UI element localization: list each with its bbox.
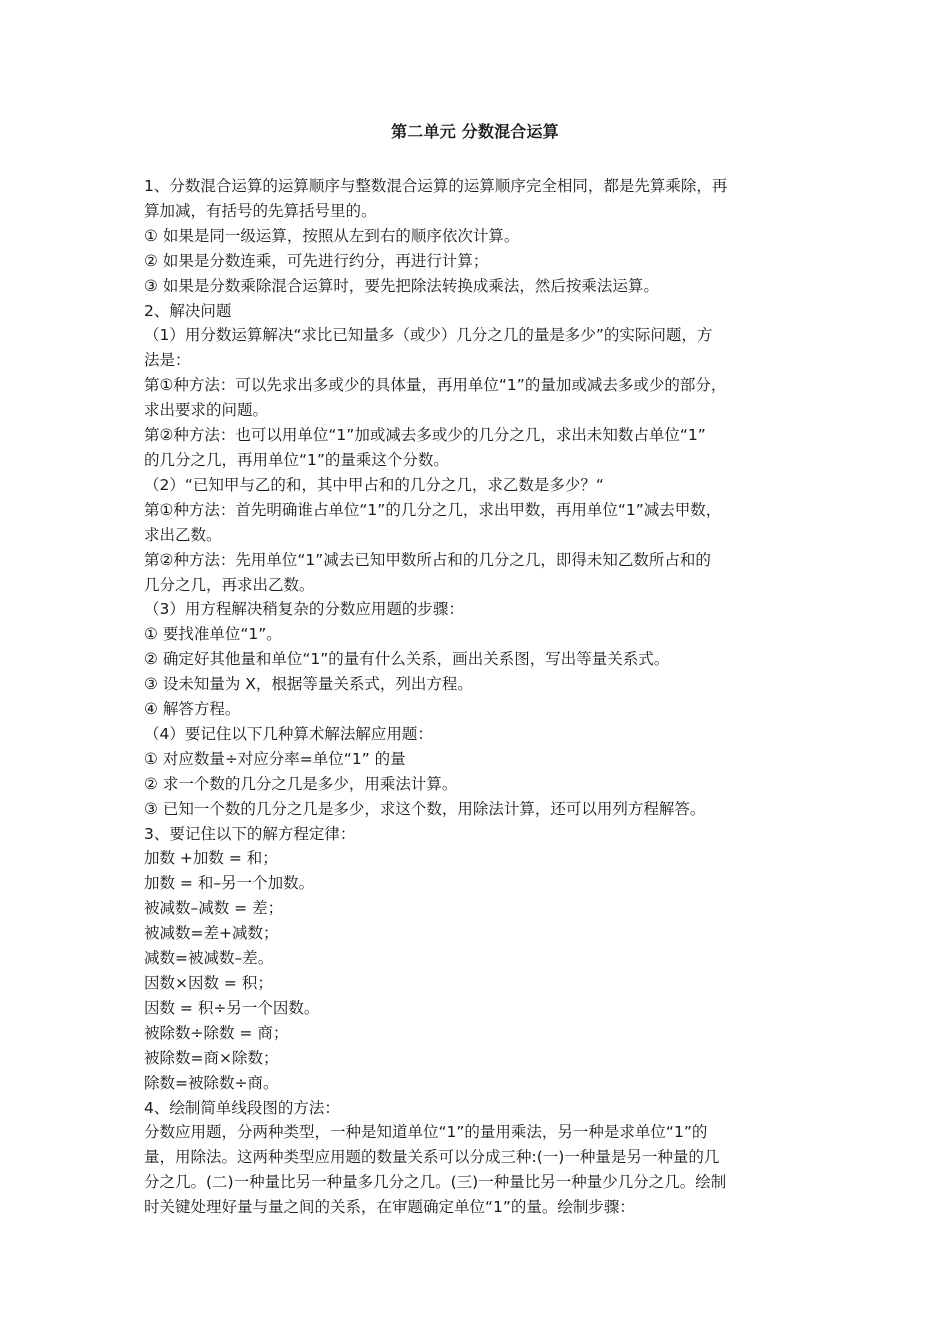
text-line: 第②种方法：也可以用单位“1”加或减去多或少的几分之几，求出未知数占单位“1” <box>144 426 706 445</box>
text-line: ① 要找准单位“1”。 <box>144 625 282 644</box>
text-line: ③ 已知一个数的几分之几是多少，求这个数，用除法计算，还可以用列方程解答。 <box>144 799 706 818</box>
text-line: 第①种方法：可以先求出多或少的具体量，再用单位“1”的量加或减去多或少的部分， <box>144 376 727 395</box>
text-line: （2）“已知甲与乙的和，其中甲占和的几分之几，求乙数是多少？“ <box>144 475 604 494</box>
text-line: 法是： <box>144 351 191 370</box>
text-line: 减数=被减数–差。 <box>144 949 274 968</box>
document-body <box>144 174 806 1220</box>
text-line: ④ 解答方程。 <box>144 700 241 719</box>
text-line: 几分之几，再求出乙数。 <box>144 575 315 594</box>
text-line: 除数=被除数÷商。 <box>144 1073 279 1092</box>
document-title: 第二单元 分数混合运算 <box>391 122 559 141</box>
text-line: ② 确定好其他量和单位“1”的量有什么关系，画出关系图，写出等量关系式。 <box>144 650 670 669</box>
text-line: 被除数=商×除数； <box>144 1048 279 1067</box>
text-line: 的几分之几，再用单位“1”的量乘这个分数。 <box>144 450 449 469</box>
text-line: 被减数–减数 = 差； <box>144 899 284 918</box>
text-line: ② 如果是分数连乘，可先进行约分，再进行计算； <box>144 251 489 270</box>
text-line: 求出乙数。 <box>144 525 222 544</box>
text-line: 算加减，有括号的先算括号里的。 <box>144 201 377 220</box>
text-line: （1）用分数运算解决“求比已知量多（或少）几分之几的量是多少”的实际问题，方 <box>144 326 713 345</box>
text-line: ① 如果是同一级运算，按照从左到右的顺序依次计算。 <box>144 226 520 245</box>
text-line: 因数 = 积÷另一个因数。 <box>144 998 320 1017</box>
text-line: 求出要求的问题。 <box>144 401 269 420</box>
text-line: 第①种方法：首先明确谁占单位“1”的几分之几，求出甲数，再用单位“1”减去甲数， <box>144 500 722 519</box>
document-page <box>144 120 806 1220</box>
text-line: 第②种方法：先用单位“1”减去已知甲数所占和的几分之几，即得未知乙数所占和的 <box>144 550 711 569</box>
text-line: 3、要记住以下的解方程定律： <box>144 824 356 843</box>
text-line: 分之几。(二)一种量比另一种量多几分之几。(三)一种量比另一种量少几分之几。绘制 <box>144 1173 727 1192</box>
text-line: 2、解决问题 <box>144 301 232 320</box>
text-line: 量，用除法。这两种类型应用题的数量关系可以分成三种:(一)一种量是另一种量的几 <box>144 1148 720 1167</box>
text-line: 被除数÷除数 = 商； <box>144 1023 289 1042</box>
text-line: ② 求一个数的几分之几是多少，用乘法计算。 <box>144 774 458 793</box>
text-line: （3）用方程解决稍复杂的分数应用题的步骤： <box>144 600 464 619</box>
text-line: 1、分数混合运算的运算顺序与整数混合运算的运算顺序完全相同，都是先算乘除，再 <box>144 177 728 195</box>
text-line: 分数应用题，分两种类型，一种是知道单位“1”的量用乘法，另一种是求单位“1”的 <box>144 1123 708 1142</box>
text-line: 时关键处理好量与量之间的关系，在审题确定单位“1”的量。绘制步骤： <box>144 1198 635 1217</box>
text-line: 被减数=差+减数； <box>144 924 279 943</box>
text-line: 4、绘制简单线段图的方法： <box>144 1098 340 1117</box>
text-line: 加数 = 和–另一个加数。 <box>144 874 315 893</box>
text-line: （4）要记住以下几种算术解法解应用题： <box>144 724 433 743</box>
text-line: ① 对应数量÷对应分率=单位“1” 的量 <box>144 749 406 768</box>
text-line: ③ 如果是分数乘除混合运算时，要先把除法转换成乘法，然后按乘法运算。 <box>144 276 659 295</box>
text-line: 加数 +加数 = 和； <box>144 849 278 868</box>
text-line: ③ 设未知量为 X，根据等量关系式，列出方程。 <box>144 675 473 694</box>
text-line: 因数×因数 = 积； <box>144 974 273 992</box>
